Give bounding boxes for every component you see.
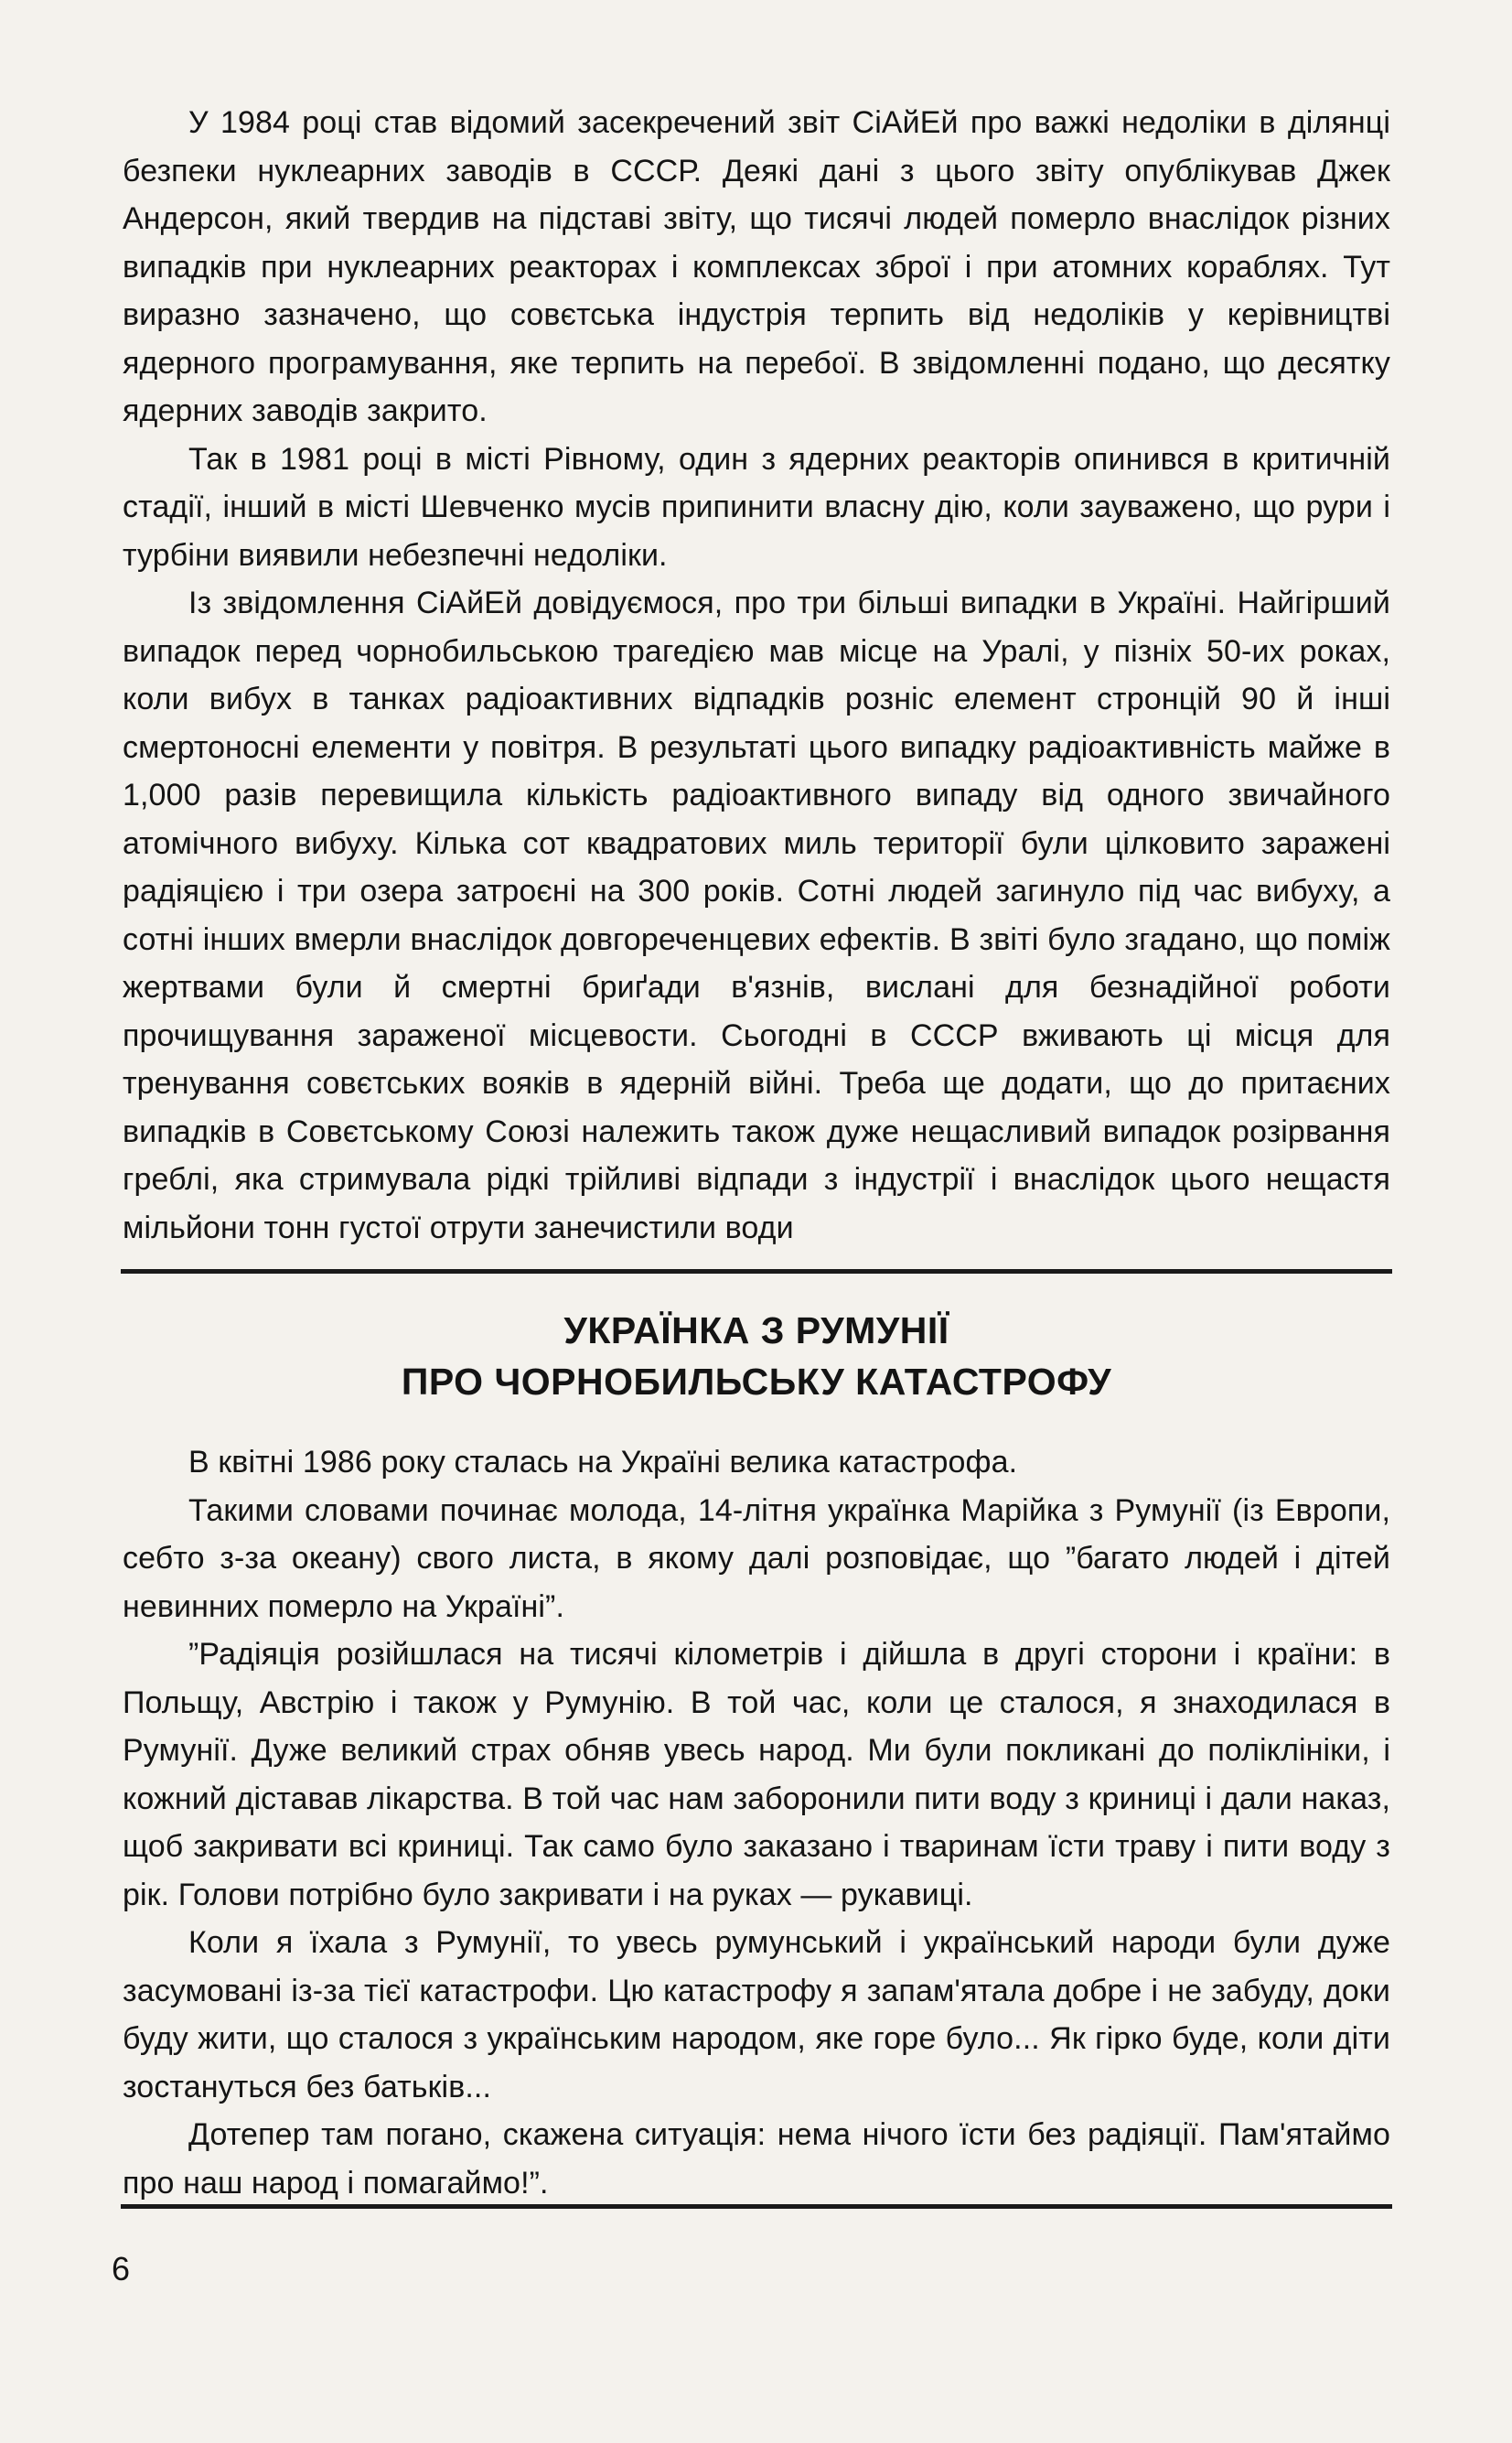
article-subtitle: ПРО ЧОРНОБИЛЬСЬКУ КАТАСТРОФУ	[401, 1361, 1112, 1403]
paragraph: ”Радіяція розійшлася на тисячі кілометрів і дійшла в другі сторони і країни: в Польщу, Австрію і також у Румунію. В той час, коли це сталося, я знаходилася в Румунії. Дуже великий страх обняв увесь народ. Ми були покликані до поліклініки, і кожний діставав лікарства. В той час нам заборонили пити воду з криниці і дали наказ, щоб закривати всі криниці. Так само було заказано і тваринам їсти траву і пити воду з рік. Голови потрібно було закривати і на руках — рукавиці.	[123, 1637, 1390, 1912]
paragraph: Дотепер там погано, скажена ситуація: нема нічого їсти без радіяції. Пам'ятаймо про наш народ і помагаймо!”.	[123, 2117, 1390, 2201]
paragraph: Із звідомлення СіАйЕй довідуємося, про три більші випадки в Україні. Найгірший випадок перед чорнобильською трагедією мав місце на Уралі, у пізніх 50-их роках, коли вибух в танках радіоактивних відпадків розніс елемент стронцій 90 й інші смертоносні елементи у повітря. В результаті цього випадку радіоактивність майже в 1,000 разів перевищила кількість радіоактивного випаду від одного звичайного атомічного вибуху. Кілька сот квадратових миль території були цілковито заражені радіяцією і три озера затроєні на 300 років. Сотні людей загинуло під час вибуху, а сотні інших вмерли внаслідок довгореченцевих ефектів. В звіті було згадано, що поміж жертвами були й смертні бриґади в'язнів, вислані для безнадійної роботи прочищування зараженої місцевости. Сьогодні в СССР вживають ці місця для тренування совєтських вояків в ядерній війні. Треба ще додати, що до притаєних випадків в Совєтському Союзі належить також дуже нещасливий випадок розірвання греблі, яка стримувала рідкі трійливі відпади з індустрії і внаслідок цього нещастя мільйони тонн густої отрути занечистили води	[123, 586, 1390, 1245]
paragraph: У 1984 році став відомий засекречений звіт СіАйЕй про важкі недоліки в ділянці безпеки нуклеарних заводів в СССР. Деякі дані з цього звіту опублікував Джек Андерсон, який твердив на підставі звіту, що тисячі людей померло внаслідок різних випадків при нуклеарних реакторах і комплексах зброї і при атомних кораблях. Тут виразно зазначено, що совєтська індустрія терпить від недоліків у керівництві ядерного програмування, яке терпить на перебої. В звідомленні подано, що десятку ядерних заводів закрито.	[123, 105, 1390, 428]
article-body-top	[123, 99, 1390, 1252]
horizontal-rule	[121, 2204, 1392, 2209]
article-body-bottom	[123, 1438, 1390, 2207]
paragraph: Такими словами починає молода, 14-літня українка Марійка з Румунії (із Европи, себто з-за океану) свого листа, в якому далі розповідає, що ”багато людей і дітей невинних померло на Україні”.	[123, 1492, 1390, 1624]
horizontal-rule	[121, 1269, 1392, 1274]
paragraph: Коли я їхала з Румунії, то увесь румунський і український народи були дуже засумовані із-за тієї катастрофи. Цю катастрофу я запам'ятала добре і не забуду, доки буду жити, що сталося з українським народом, яке горе було... Як гірко буде, коли діти зостануться без батьків...	[123, 1925, 1390, 2104]
paragraph: В квітні 1986 року сталась на Україні велика катастрофа.	[188, 1445, 1018, 1480]
page-number: 6	[112, 2250, 131, 2287]
article-title: УКРАЇНКА З РУМУНІЇ	[563, 1309, 949, 1351]
paragraph: Так в 1981 році в місті Рівному, один з ядерних реакторів опинився в критичній стадії, інший в місті Шевченко мусів припинити власну дію, коли зауважено, що рури і турбіни виявили небезпечні недоліки.	[123, 441, 1390, 573]
